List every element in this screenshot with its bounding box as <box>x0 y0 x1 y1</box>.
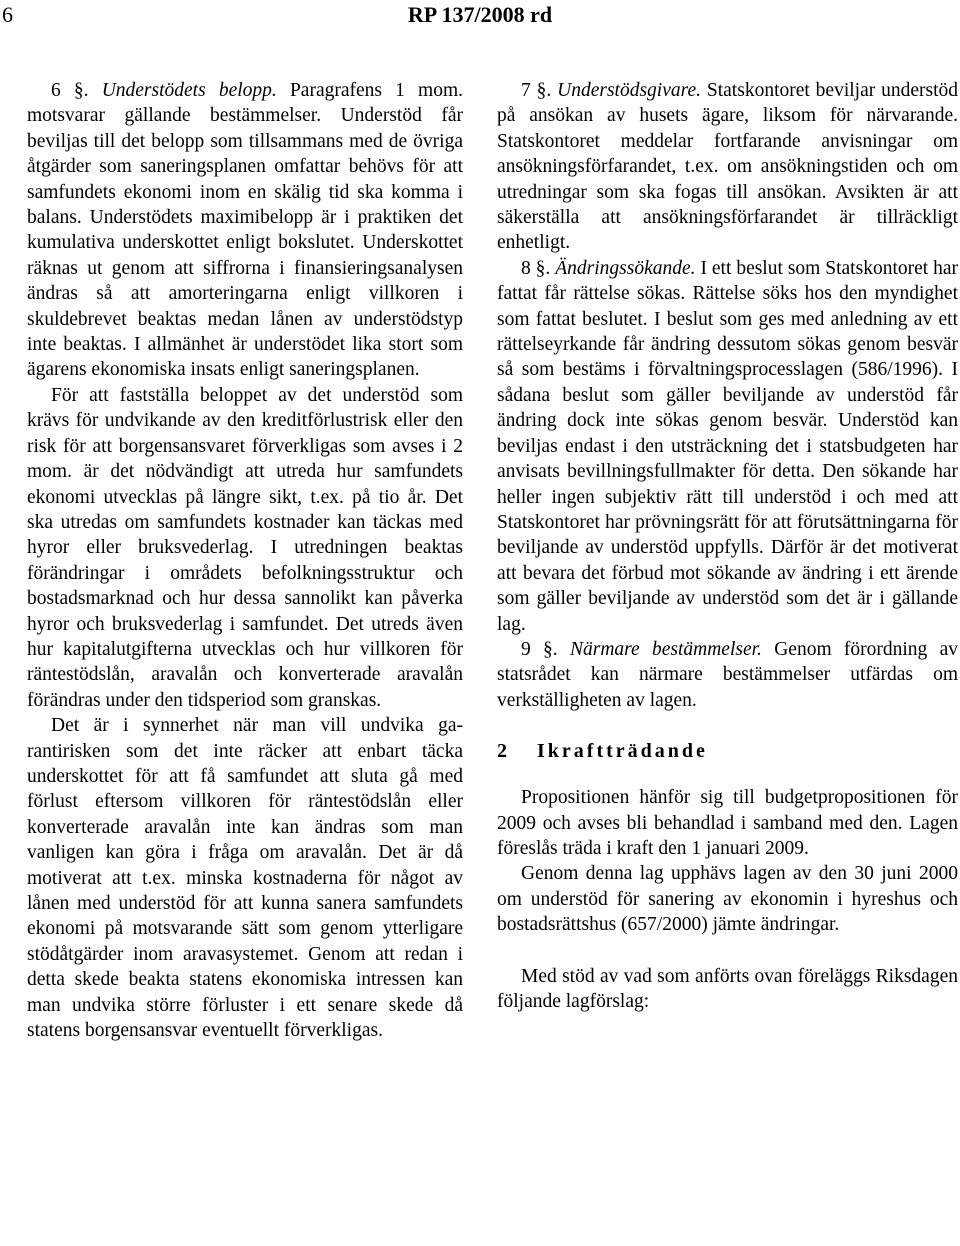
section-9-title: Närmare bestämmelser. <box>569 638 762 660</box>
section-8-number: 8 §. <box>521 257 551 279</box>
section-9-text: Genom förordning av statsrådet kan närmare bestämmelser utfärdas om verkställigheten av lagen. <box>497 638 958 711</box>
section-6-number: 6 §. <box>51 80 89 101</box>
repeal-paragraph: Genom denna lag upphävs lagen av den 30 juni 2000 om understöd för sanering av ekonomin i hyreshus och bostadsrättshus (657/2000) jämte ändringar. <box>497 863 958 936</box>
chapter-number: 2 <box>497 740 507 763</box>
section-7-number: 7 §. <box>521 80 552 101</box>
chapter-heading <box>497 738 958 764</box>
section-6-title: Understödets belopp. <box>101 80 277 101</box>
section-8-paragraph <box>497 256 958 637</box>
section-6-text: Paragrafens 1 mom. motsvarar gällande bestämmelser. Understöd får beviljas till det belopp som tillsammans med de övriga åtgärder som saneringsplanen omfattar behövs för att samfundets ekonomi inom en skälig tid ska komma i balans. Understödets maximibelopp är i praktiken det kumulativa underskottet enligt bokslutet. Underskottet räknas ut genom att siffrorna i finansieringsanalysen ändras så att amorteringarna enligt villkoren i skuldebrevet beaktas medan lånen av understödstyp inte beaktas. I allmänhet är understödet lika stort som ägarens ekonomiska insats enligt saneringsplanen. <box>27 80 464 381</box>
section-6-paragraph-3: Det är i synnerhet när man vill undvika garantirisken som det inte räcker att enbart täcka underskottet för att få samfundet att sluta gå med förlust eftersom villkoren för räntestödslån eller konverterade aravalån inte kan ändras som man vanligen kan göra i fråga om aravalån. Det är då motiverat att t.ex. minska kostnaderna för något av lånen med understöd för att kunna sanera samfundets ekonomi på motsvarande sätt som genom ytterligare stödåtgärder inom aravasystemet. Genom att redan i detta skede beakta statens ekonomiska intressen kan man undvika större förluster i ett senare skede då statens borgensansvar eventuellt förverkligas. <box>27 715 463 1042</box>
section-6-paragraph-2: För att fastställa beloppet av det understöd som krävs för undvikande av den kreditförlustrisk eller den risk för att borgensansvaret förverkligas som avses i 2 mom. är det nödvändigt att utreda hur samfundets ekonomi utvecklas på längre sikt, t.ex. på tio år. Det ska utredas om samfundets kostnader kan täckas med hyror eller bruksvederlag. I utredningen beaktas förändringar i områdets befolkningsstruktur och bostadsmarknad och hur dessa sannolikt kan påverka hyror och bruksvederlag i samfundet. Det utreds även hur kapitalutgifterna utvecklas och hur villkoren för räntestödslån, aravalån och konverterade aravalån förändras under den tidsperiod som granskas. <box>27 384 463 711</box>
section-9-paragraph <box>497 637 958 713</box>
document-id: RP 137/2008 rd <box>407 2 553 27</box>
proposition-paragraph: Propositionen hänför sig till budgetpropositionen för 2009 och avses bli behandlad i samband med den. Lagen föreslås träda i kraft den 1 januari 2009. <box>497 787 958 859</box>
page-number: 6 <box>2 2 13 27</box>
section-7-title: Understödsgivare. <box>557 80 702 101</box>
section-8-text: I ett beslut som Statskontoret har fattat får rättelse sökas. Rättelse söks hos den myndighet som fattat beslutet. I beslut som ges med anledning av ett rättelseyrkande får ändring dessutom sökas genom besvär så som bestäms i förvaltningsprocesslagen (586/1996). I sådana beslut som gäller beviljande av understöd får ändring dock inte sökas genom besvär. Understöd kan beviljas endast i den utsträckning det i statsbudgeten har anvisats bevillningsfullmakter för detta. Den sökande har heller ingen subjektiv rätt till understöd i och med att Statskontoret har prövningsrätt för att förutsättningarna för beviljande av understöd uppfylls. Därför är det motiverat att bevara det förbud mot sökande av ändring i ett ärende som gäller beviljande av understöd som det är i gällande lag. <box>497 257 959 635</box>
left-column <box>27 78 463 1043</box>
closing-paragraph: Med stöd av vad som anförts ovan föreläggs Riksdagen följande lagförslag: <box>497 965 958 1012</box>
page-header <box>0 0 960 34</box>
section-7-paragraph <box>497 78 958 256</box>
section-6-paragraph <box>27 78 463 383</box>
section-7-text: Statskontoret beviljar understöd på ansökan av husets ägare, liksom för närvarande. Statskontoret meddelar fortfarande anvisningar om ansökningsförfarandet, t.ex. om ansökningstiden och om utredningar som ska fogas till ansökan. Avsikten är att säkerställa att ansökningsförfarandet är tillräckligt enhetligt. <box>497 80 959 254</box>
chapter-title: Ikraftträdande <box>537 740 708 763</box>
section-8-title: Ändringssökande. <box>555 257 696 279</box>
section-9-number: 9 §. <box>521 638 558 660</box>
spacer <box>497 938 958 964</box>
right-column <box>497 78 958 1014</box>
